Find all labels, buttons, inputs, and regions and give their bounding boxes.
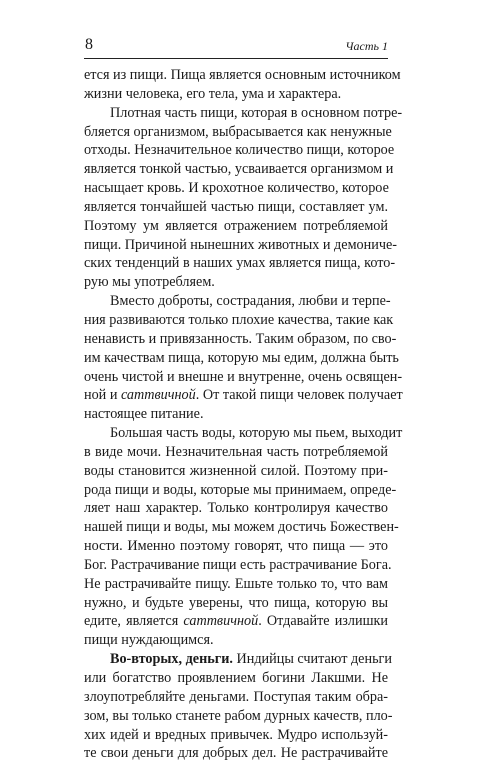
text-run: едите, является — [84, 613, 184, 630]
text-line — [84, 386, 403, 405]
text-line: отходы. Незначительное количество пищи, которое — [84, 142, 395, 159]
text-line: пищи нуждающимся. — [84, 632, 214, 649]
text-line: ненависть и привязанность. Таким образом, по сво- — [84, 330, 397, 347]
text-line: настоящее питание. — [84, 406, 204, 423]
text-line: Большая часть воды, которую мы пьем, выходит — [110, 425, 403, 442]
text-run: . От такой пищи человек получает — [195, 387, 403, 404]
text-line: рую мы употребляем. — [84, 274, 215, 291]
emphasis-term: саттвичной — [120, 387, 196, 404]
text-line: или богатство проявлением богини Лакшми. Не — [84, 670, 388, 686]
text-line: жизни человека, его тела, ума и характера. — [84, 85, 342, 102]
emphasis-term: саттвичной — [183, 613, 259, 630]
text-line: Не растрачивайте пищу. Ешьте только то, что вам — [84, 575, 388, 592]
text-line: ния развиваются только плохие качества, такие как — [84, 311, 394, 328]
text-line: им качествам пища, которую мы едим, должна быть — [84, 349, 399, 366]
text-line: Плотная часть пищи, которая в основном потре- — [110, 104, 403, 121]
text-line: рода пищи и воды, которые мы принимаем, опреде- — [84, 481, 397, 498]
text-run: ной и — [84, 387, 121, 404]
text-line: ских тенденций в наших умах является пища, кото- — [84, 255, 396, 272]
text-line: злоупотребляйте деньгами. Поступая таким обра- — [84, 688, 388, 705]
body-text — [84, 66, 403, 763]
text-run: Индийцы считают деньги — [232, 651, 392, 668]
text-line: нужно, и будьте уверены, что пища, которую вы — [84, 594, 388, 611]
text-line — [84, 612, 388, 631]
page-number: 8 — [85, 36, 93, 53]
text-line: воды становится жизненной силой. Поэтому при- — [84, 462, 388, 479]
text-line: зом, вы только станете рабом дурных качеств, пло- — [84, 707, 393, 724]
text-line: Вместо доброты, сострадания, любви и терпе- — [110, 293, 391, 310]
header-rule — [84, 58, 388, 59]
page-header — [84, 36, 388, 56]
text-line: в виде мочи. Незначительная часть потребляемой — [84, 443, 388, 460]
section-heading: Во-вторых, деньги. — [110, 651, 233, 668]
text-line: ляет наш характер. Только контролируя качество — [84, 500, 388, 517]
text-line: бляется организмом, выбрасывается как ненужные — [84, 123, 392, 140]
text-line: пищи. Причиной нынешних животных и демониче- — [84, 236, 397, 253]
text-line: ности. Именно поэтому говорят, что пища — это — [84, 538, 388, 555]
text-run: . Отдавайте излишки — [258, 613, 388, 630]
text-line: нашей пищи и воды, мы можем достичь Божествен- — [84, 519, 399, 536]
text-line: является тонкой частью, усваивается организмом и — [84, 161, 394, 178]
text-line: ется из пищи. Пища является основным источником — [84, 67, 401, 83]
text-line: очень чистой и внешне и внутренне, очень освящен- — [84, 368, 403, 385]
text-line: является тончайшей частью пищи, составляет ум. — [84, 198, 388, 215]
text-line — [84, 650, 392, 669]
text-line: хих идей и вредных привычек. Мудро используй- — [84, 726, 388, 743]
text-line: Поэтому ум является отражением потребляемой — [84, 217, 388, 234]
text-line: насыщает кровь. И крохотное количество, которое — [84, 180, 389, 197]
text-line: Бог. Растрачивание пищи есть растрачивание Бога. — [84, 556, 392, 573]
running-head: Часть 1 — [345, 39, 388, 53]
text-line: те свои деньги для добрых дел. Не растрачивайте — [84, 745, 388, 762]
